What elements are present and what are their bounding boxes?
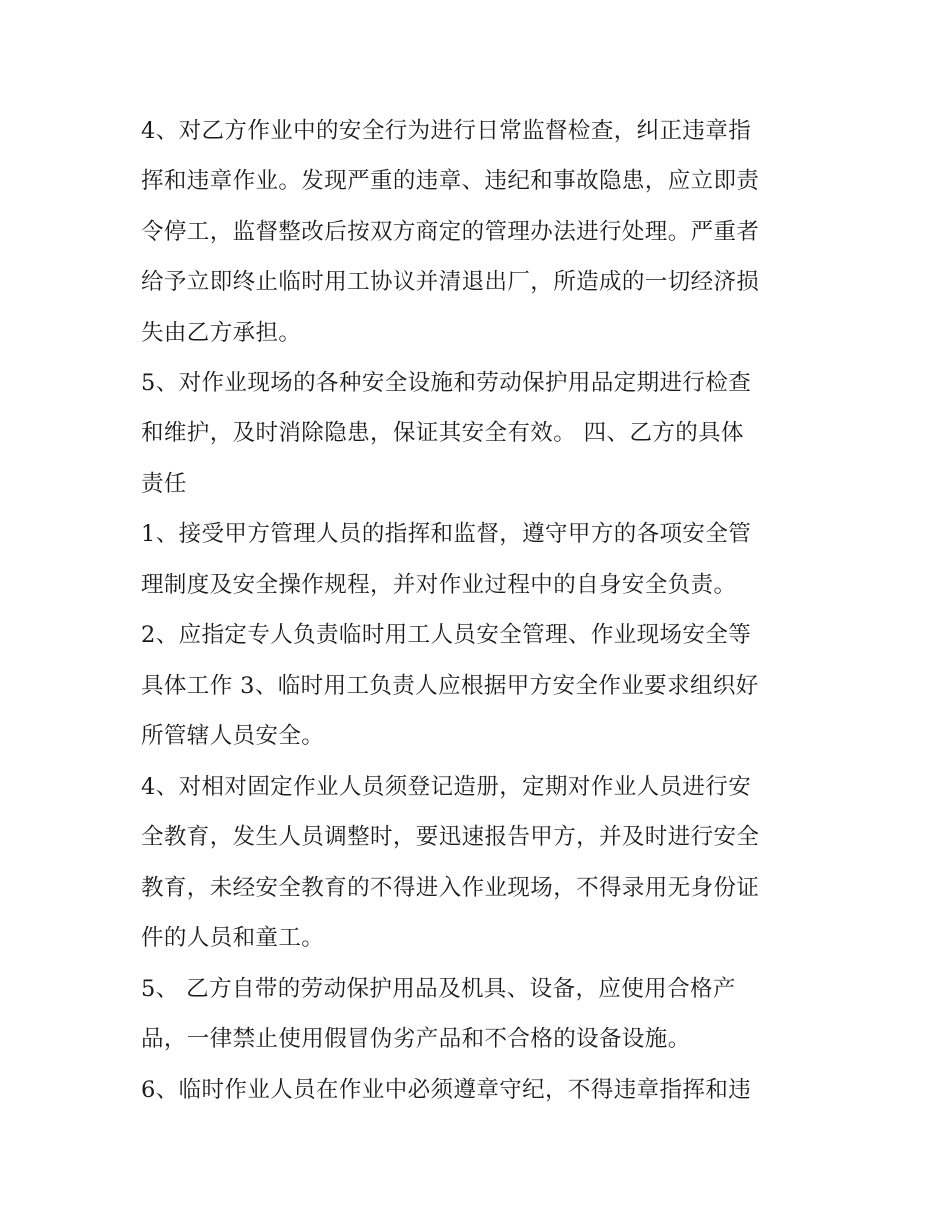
text-line: 件的人员和童工。 <box>141 925 325 951</box>
text-line: 1、接受甲方管理人员的指挥和监督，遵守甲方的各项安全管 <box>141 521 752 547</box>
text-line: 和维护，及时消除隐患，保证其安全有效。 四、乙方的具体 <box>141 420 744 446</box>
text-line: 5、对作业现场的各种安全设施和劳动保护用品定期进行检查 <box>141 370 752 396</box>
text-line: 教育，未经安全教育的不得进入作业现场，不得录用无身份证 <box>141 875 760 901</box>
text-line: 4、对相对固定作业人员须登记造册，定期对作业人员进行安 <box>141 774 752 800</box>
text-line: 2、应指定专人负责临时用工人员安全管理、作业现场安全等 <box>141 622 752 648</box>
text-line: 给予立即终止临时用工协议并清退出厂，所造成的一切经济损 <box>141 269 760 295</box>
text-line: 责任 <box>141 471 187 497</box>
text-line: 挥和违章作业。发现严重的违章、违纪和事故隐患，应立即责 <box>141 168 760 194</box>
text-line: 6、临时作业人员在作业中必须遵章守纪，不得违章指挥和违 <box>141 1077 752 1103</box>
text-line: 全教育，发生人员调整时，要迅速报告甲方，并及时进行安全 <box>141 824 760 850</box>
text-line: 5、 乙方自带的劳动保护用品及机具、设备，应使用合格产 <box>141 976 736 1002</box>
text-line: 令停工，监督整改后按双方商定的管理办法进行处理。严重者 <box>141 219 760 245</box>
text-line: 失由乙方承担。 <box>141 320 302 346</box>
text-line: 所管辖人员安全。 <box>141 723 325 749</box>
text-line: 品，一律禁止使用假冒伪劣产品和不合格的设备设施。 <box>141 1026 691 1052</box>
text-line: 具体工作 3、临时用工负责人应根据甲方安全作业要求组织好 <box>141 673 759 699</box>
text-line: 理制度及安全操作规程，并对作业过程中的自身安全负责。 <box>141 572 737 598</box>
text-line: 4、对乙方作业中的安全行为进行日常监督检查，纠正违章指 <box>141 118 752 144</box>
